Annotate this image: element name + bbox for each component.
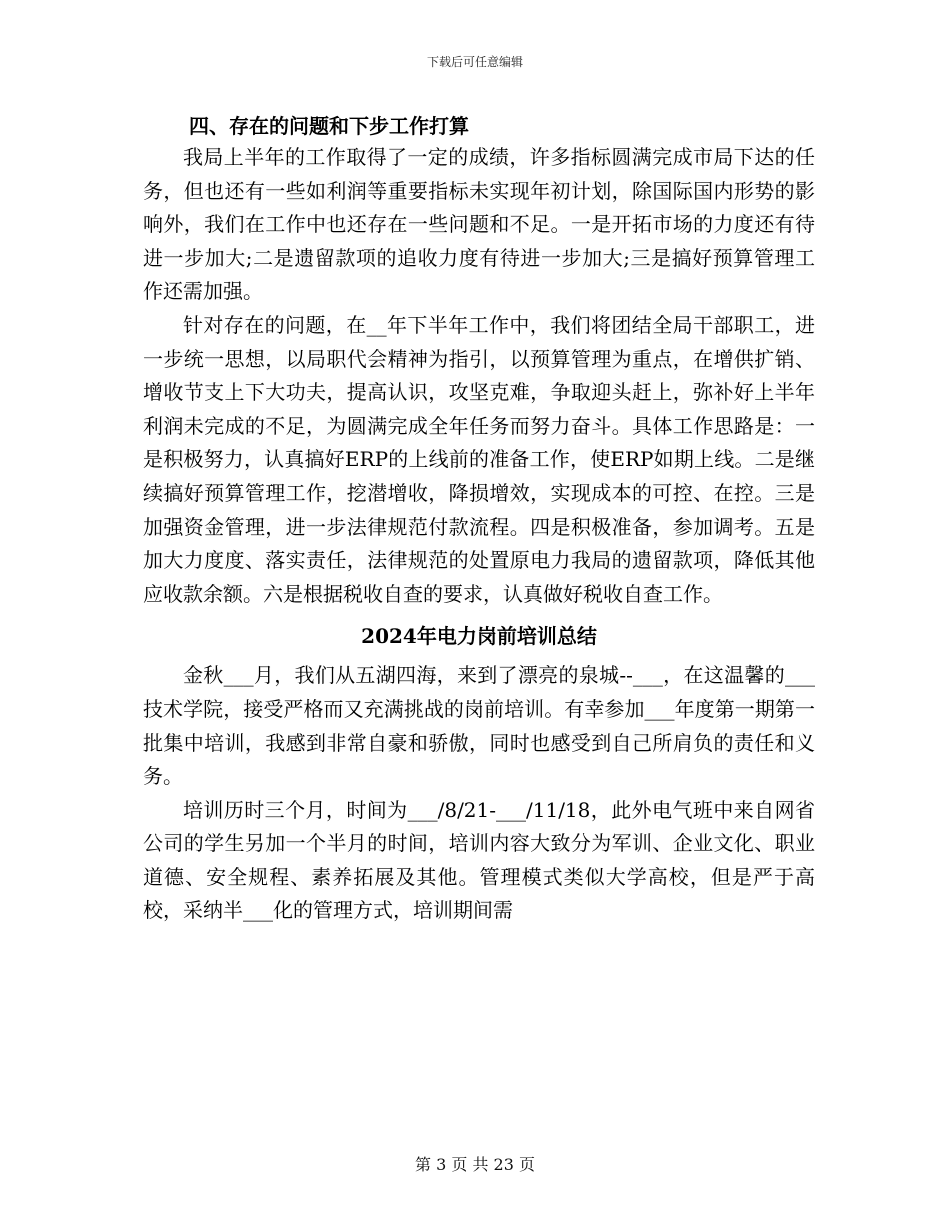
section-heading: 四、存在的问题和下步工作打算: [189, 114, 469, 138]
paragraph: 针对存在的问题，在__年下半年工作中，我们将团结全局干部职工，进一步统一思想，以局职代会精神为指引，以预算管理为重点，在增供扩销、增收节支上下大功夫，提高认识，攻坚克难，争取迎头赶上，弥补好上半年利润未完成的不足，为圆满完成全年任务而努力奋斗。具体工作思路是：一是积极努力，认真搞好ERP的上线前的准备工作，使ERP如期上线。二是继续搞好预算管理工作，挖潜增收，降损增效，实现成本的可控、在控。三是加强资金管理，进一步法律规范付款流程。四是积极准备，参加调考。五是加大力度度、落实责任，法律规范的处置原电力我局的遗留款项，降低其他应收款余额。六是根据税收自查的要求，认真做好税收自查工作。: [143, 312, 815, 606]
document-title: 2024年电力岗前培训总结: [361, 624, 597, 649]
page-header-note: 下载后可任意编辑: [426, 55, 523, 69]
page-content: [143, 111, 815, 928]
page-number-footer: 第 3 页 共 23 页: [415, 1155, 535, 1174]
paragraph: 我局上半年的工作取得了一定的成绩，许多指标圆满完成市局下达的任务，但也还有一些如利润等重要指标未实现年初计划，除国际国内形势的影响外，我们在工作中也还存在一些问题和不足。一是开拓市场的力度还有待进一步加大;二是遗留款项的追收力度有待进一步加大;三是搞好预算管理工作还需加强。: [143, 145, 815, 304]
paragraph: 培训历时三个月，时间为___/8/21-___/11/18，此外电气班中来自网省公司的学生另加一个半月的时间，培训内容大致分为军训、企业文化、职业道德、安全规程、素养拓展及其他。管理模式类似大学高校，但是严于高校，采纳半___化的管理方式，培训期间需: [143, 797, 815, 923]
paragraph: 金秋___月，我们从五湖四海，来到了漂亮的泉城--___，在这温馨的___技术学院，接受严格而又充满挑战的岗前培训。有幸参加___年度第一期第一批集中培训，我感到非常自豪和骄傲，同时也感受到自己所肩负的责任和义务。: [143, 663, 815, 789]
